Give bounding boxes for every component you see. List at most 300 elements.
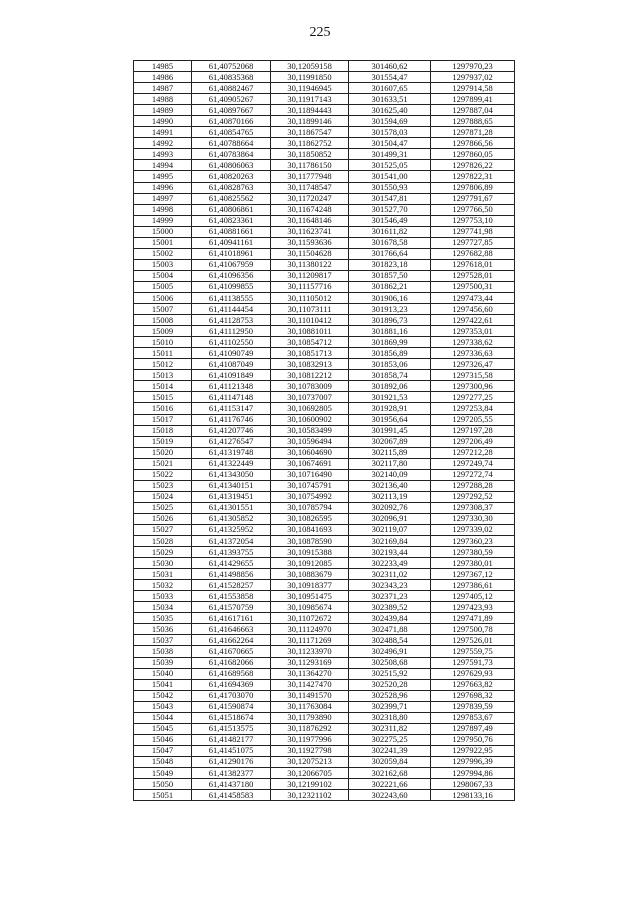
x-coordinate-cell: 301611,82 (349, 226, 431, 237)
latitude-cell: 61,41646663 (192, 624, 271, 635)
y-coordinate-cell: 1297277,25 (431, 392, 515, 403)
longitude-cell: 30,10716490 (271, 469, 349, 480)
point-number-cell: 15014 (134, 381, 192, 392)
point-number-cell: 14987 (134, 83, 192, 94)
latitude-cell: 61,40835368 (192, 72, 271, 83)
point-number-cell: 14994 (134, 160, 192, 171)
x-coordinate-cell: 301766,64 (349, 248, 431, 259)
x-coordinate-cell: 302059,84 (349, 756, 431, 767)
point-number-cell: 15024 (134, 491, 192, 502)
latitude-cell: 61,41570759 (192, 602, 271, 613)
y-coordinate-cell: 1297860,05 (431, 149, 515, 160)
longitude-cell: 30,11233970 (271, 646, 349, 657)
point-number-cell: 15050 (134, 779, 192, 790)
table-row (134, 160, 515, 171)
latitude-cell: 61,41682066 (192, 657, 271, 668)
y-coordinate-cell: 1297249,74 (431, 458, 515, 469)
y-coordinate-cell: 1297914,58 (431, 83, 515, 94)
latitude-cell: 61,41382377 (192, 768, 271, 779)
latitude-cell: 61,41207746 (192, 425, 271, 436)
y-coordinate-cell: 1297994,86 (431, 768, 515, 779)
table-row (134, 513, 515, 524)
longitude-cell: 30,11427470 (271, 679, 349, 690)
y-coordinate-cell: 1297663,82 (431, 679, 515, 690)
longitude-cell: 30,11293169 (271, 657, 349, 668)
point-number-cell: 14999 (134, 215, 192, 226)
table-row (134, 359, 515, 370)
longitude-cell: 30,10785794 (271, 502, 349, 513)
y-coordinate-cell: 1297456,60 (431, 304, 515, 315)
y-coordinate-cell: 1297300,96 (431, 381, 515, 392)
y-coordinate-cell: 1297996,39 (431, 756, 515, 767)
latitude-cell: 61,40828763 (192, 182, 271, 193)
longitude-cell: 30,11876292 (271, 723, 349, 734)
point-number-cell: 15011 (134, 348, 192, 359)
longitude-cell: 30,11777948 (271, 171, 349, 182)
longitude-cell: 30,11899146 (271, 116, 349, 127)
y-coordinate-cell: 1297212,28 (431, 447, 515, 458)
y-coordinate-cell: 1297205,55 (431, 414, 515, 425)
table-row (134, 370, 515, 381)
longitude-cell: 30,11748547 (271, 182, 349, 193)
latitude-cell: 61,41482177 (192, 734, 271, 745)
y-coordinate-cell: 1297367,12 (431, 569, 515, 580)
table-row (134, 193, 515, 204)
x-coordinate-cell: 302113,19 (349, 491, 431, 502)
table-row (134, 403, 515, 414)
table-row (134, 105, 515, 116)
latitude-cell: 61,41176746 (192, 414, 271, 425)
longitude-cell: 30,11862752 (271, 138, 349, 149)
point-number-cell: 15000 (134, 226, 192, 237)
point-number-cell: 15007 (134, 304, 192, 315)
latitude-cell: 61,41513575 (192, 723, 271, 734)
point-number-cell: 15039 (134, 657, 192, 668)
latitude-cell: 61,40788664 (192, 138, 271, 149)
latitude-cell: 61,41319451 (192, 491, 271, 502)
table-row (134, 790, 515, 801)
longitude-cell: 30,11209817 (271, 270, 349, 281)
table-row (134, 127, 515, 138)
longitude-cell: 30,10596494 (271, 436, 349, 447)
table-row (134, 182, 515, 193)
latitude-cell: 61,40854765 (192, 127, 271, 138)
y-coordinate-cell: 1297839,59 (431, 701, 515, 712)
x-coordinate-cell: 301550,93 (349, 182, 431, 193)
longitude-cell: 30,11946945 (271, 83, 349, 94)
table-row (134, 381, 515, 392)
x-coordinate-cell: 302119,07 (349, 524, 431, 535)
latitude-cell: 61,40806861 (192, 204, 271, 215)
x-coordinate-cell: 301594,69 (349, 116, 431, 127)
latitude-cell: 61,41393755 (192, 547, 271, 558)
table-row (134, 502, 515, 513)
point-number-cell: 15032 (134, 580, 192, 591)
longitude-cell: 30,11010412 (271, 315, 349, 326)
coordinates-table-body (134, 61, 515, 801)
table-row (134, 138, 515, 149)
table-row (134, 458, 515, 469)
table-row (134, 779, 515, 790)
table-row (134, 646, 515, 657)
longitude-cell: 30,11793890 (271, 712, 349, 723)
table-row (134, 94, 515, 105)
longitude-cell: 30,10783009 (271, 381, 349, 392)
longitude-cell: 30,10600902 (271, 414, 349, 425)
table-row (134, 580, 515, 591)
table-row (134, 613, 515, 624)
longitude-cell: 30,11648146 (271, 215, 349, 226)
x-coordinate-cell: 302233,49 (349, 558, 431, 569)
table-row (134, 414, 515, 425)
point-number-cell: 15035 (134, 613, 192, 624)
x-coordinate-cell: 301906,16 (349, 292, 431, 303)
latitude-cell: 61,40752068 (192, 61, 271, 72)
y-coordinate-cell: 1297826,22 (431, 160, 515, 171)
longitude-cell: 30,11593636 (271, 237, 349, 248)
y-coordinate-cell: 1297741,98 (431, 226, 515, 237)
point-number-cell: 15047 (134, 745, 192, 756)
point-number-cell: 15046 (134, 734, 192, 745)
longitude-cell: 30,10826595 (271, 513, 349, 524)
longitude-cell: 30,10883679 (271, 569, 349, 580)
x-coordinate-cell: 301554,47 (349, 72, 431, 83)
x-coordinate-cell: 302243,60 (349, 790, 431, 801)
longitude-cell: 30,10754992 (271, 491, 349, 502)
point-number-cell: 15013 (134, 370, 192, 381)
latitude-cell: 61,41096356 (192, 270, 271, 281)
longitude-cell: 30,10841693 (271, 524, 349, 535)
latitude-cell: 61,41112950 (192, 326, 271, 337)
table-row (134, 602, 515, 613)
point-number-cell: 15002 (134, 248, 192, 259)
x-coordinate-cell: 302117,80 (349, 458, 431, 469)
table-row (134, 204, 515, 215)
table-row (134, 768, 515, 779)
latitude-cell: 61,40820263 (192, 171, 271, 182)
longitude-cell: 30,10604690 (271, 447, 349, 458)
latitude-cell: 61,41091849 (192, 370, 271, 381)
y-coordinate-cell: 1297897,49 (431, 723, 515, 734)
x-coordinate-cell: 302520,28 (349, 679, 431, 690)
page-number: 225 (309, 25, 331, 40)
y-coordinate-cell: 1297618,01 (431, 259, 515, 270)
x-coordinate-cell: 302221,66 (349, 779, 431, 790)
table-row (134, 491, 515, 502)
latitude-cell: 61,40941161 (192, 237, 271, 248)
x-coordinate-cell: 301460,62 (349, 61, 431, 72)
table-row (134, 480, 515, 491)
latitude-cell: 61,41340151 (192, 480, 271, 491)
table-row (134, 149, 515, 160)
point-number-cell: 14989 (134, 105, 192, 116)
point-number-cell: 15051 (134, 790, 192, 801)
table-row (134, 690, 515, 701)
table-row (134, 281, 515, 292)
point-number-cell: 15029 (134, 547, 192, 558)
table-row (134, 116, 515, 127)
latitude-cell: 61,41319748 (192, 447, 271, 458)
point-number-cell: 15043 (134, 701, 192, 712)
latitude-cell: 61,40825562 (192, 193, 271, 204)
latitude-cell: 61,41322449 (192, 458, 271, 469)
latitude-cell: 61,41153147 (192, 403, 271, 414)
table-row (134, 259, 515, 270)
point-number-cell: 15008 (134, 315, 192, 326)
table-row (134, 237, 515, 248)
y-coordinate-cell: 1297853,67 (431, 712, 515, 723)
longitude-cell: 30,10918377 (271, 580, 349, 591)
latitude-cell: 61,40881661 (192, 226, 271, 237)
x-coordinate-cell: 302162,68 (349, 768, 431, 779)
latitude-cell: 61,41689568 (192, 668, 271, 679)
x-coordinate-cell: 301956,64 (349, 414, 431, 425)
x-coordinate-cell: 302389,52 (349, 602, 431, 613)
y-coordinate-cell: 1297698,32 (431, 690, 515, 701)
latitude-cell: 61,40870166 (192, 116, 271, 127)
y-coordinate-cell: 1297791,67 (431, 193, 515, 204)
longitude-cell: 30,10737007 (271, 392, 349, 403)
y-coordinate-cell: 1297471,89 (431, 613, 515, 624)
longitude-cell: 30,11072672 (271, 613, 349, 624)
table-row (134, 61, 515, 72)
latitude-cell: 61,41528257 (192, 580, 271, 591)
y-coordinate-cell: 1298067,33 (431, 779, 515, 790)
table-row (134, 171, 515, 182)
point-number-cell: 15028 (134, 536, 192, 547)
latitude-cell: 61,40897667 (192, 105, 271, 116)
longitude-cell: 30,11720247 (271, 193, 349, 204)
point-number-cell: 15005 (134, 281, 192, 292)
latitude-cell: 61,41325952 (192, 524, 271, 535)
longitude-cell: 30,12199102 (271, 779, 349, 790)
y-coordinate-cell: 1297871,28 (431, 127, 515, 138)
latitude-cell: 61,40882467 (192, 83, 271, 94)
table-row (134, 348, 515, 359)
y-coordinate-cell: 1297937,02 (431, 72, 515, 83)
y-coordinate-cell: 1297629,93 (431, 668, 515, 679)
latitude-cell: 61,41617161 (192, 613, 271, 624)
x-coordinate-cell: 302471,88 (349, 624, 431, 635)
latitude-cell: 61,41437180 (192, 779, 271, 790)
point-number-cell: 15044 (134, 712, 192, 723)
x-coordinate-cell: 301525,05 (349, 160, 431, 171)
y-coordinate-cell: 1297353,01 (431, 326, 515, 337)
x-coordinate-cell: 301892,06 (349, 381, 431, 392)
x-coordinate-cell: 302508,68 (349, 657, 431, 668)
x-coordinate-cell: 302371,23 (349, 591, 431, 602)
latitude-cell: 61,41121348 (192, 381, 271, 392)
longitude-cell: 30,10985674 (271, 602, 349, 613)
table-row (134, 591, 515, 602)
point-number-cell: 15017 (134, 414, 192, 425)
latitude-cell: 61,41662264 (192, 635, 271, 646)
y-coordinate-cell: 1297559,75 (431, 646, 515, 657)
y-coordinate-cell: 1297591,73 (431, 657, 515, 668)
latitude-cell: 61,41343050 (192, 469, 271, 480)
x-coordinate-cell: 301678,58 (349, 237, 431, 248)
x-coordinate-cell: 302318,80 (349, 712, 431, 723)
latitude-cell: 61,40783864 (192, 149, 271, 160)
y-coordinate-cell: 1297405,12 (431, 591, 515, 602)
latitude-cell: 61,41305852 (192, 513, 271, 524)
longitude-cell: 30,10881011 (271, 326, 349, 337)
x-coordinate-cell: 302399,71 (349, 701, 431, 712)
y-coordinate-cell: 1297922,95 (431, 745, 515, 756)
point-number-cell: 15023 (134, 480, 192, 491)
longitude-cell: 30,11991850 (271, 72, 349, 83)
y-coordinate-cell: 1297308,37 (431, 502, 515, 513)
longitude-cell: 30,11763084 (271, 701, 349, 712)
x-coordinate-cell: 302488,54 (349, 635, 431, 646)
longitude-cell: 30,11867547 (271, 127, 349, 138)
x-coordinate-cell: 301578,03 (349, 127, 431, 138)
point-number-cell: 15030 (134, 558, 192, 569)
point-number-cell: 15049 (134, 768, 192, 779)
y-coordinate-cell: 1297950,76 (431, 734, 515, 745)
point-number-cell: 14996 (134, 182, 192, 193)
y-coordinate-cell: 1297315,58 (431, 370, 515, 381)
longitude-cell: 30,11124970 (271, 624, 349, 635)
point-number-cell: 15019 (134, 436, 192, 447)
latitude-cell: 61,40823361 (192, 215, 271, 226)
x-coordinate-cell: 301504,47 (349, 138, 431, 149)
longitude-cell: 30,11504628 (271, 248, 349, 259)
y-coordinate-cell: 1297292,52 (431, 491, 515, 502)
point-number-cell: 15040 (134, 668, 192, 679)
table-row (134, 304, 515, 315)
y-coordinate-cell: 1297887,04 (431, 105, 515, 116)
latitude-cell: 61,40806063 (192, 160, 271, 171)
point-number-cell: 15006 (134, 292, 192, 303)
y-coordinate-cell: 1297272,74 (431, 469, 515, 480)
y-coordinate-cell: 1297288,28 (431, 480, 515, 491)
latitude-cell: 61,41138555 (192, 292, 271, 303)
longitude-cell: 30,10832913 (271, 359, 349, 370)
table-row (134, 679, 515, 690)
x-coordinate-cell: 301858,74 (349, 370, 431, 381)
table-row (134, 723, 515, 734)
table-row (134, 536, 515, 547)
point-number-cell: 15048 (134, 756, 192, 767)
y-coordinate-cell: 1297380,59 (431, 547, 515, 558)
x-coordinate-cell: 301896,73 (349, 315, 431, 326)
point-number-cell: 15012 (134, 359, 192, 370)
point-number-cell: 15045 (134, 723, 192, 734)
x-coordinate-cell: 302136,40 (349, 480, 431, 491)
point-number-cell: 15001 (134, 237, 192, 248)
longitude-cell: 30,11157716 (271, 281, 349, 292)
table-row (134, 657, 515, 668)
x-coordinate-cell: 301862,21 (349, 281, 431, 292)
longitude-cell: 30,12059158 (271, 61, 349, 72)
table-row (134, 624, 515, 635)
latitude-cell: 61,41067959 (192, 259, 271, 270)
x-coordinate-cell: 301547,81 (349, 193, 431, 204)
longitude-cell: 30,10912085 (271, 558, 349, 569)
table-row (134, 425, 515, 436)
y-coordinate-cell: 1297423,93 (431, 602, 515, 613)
table-row (134, 469, 515, 480)
table-row (134, 447, 515, 458)
latitude-cell: 61,41670665 (192, 646, 271, 657)
latitude-cell: 61,41703070 (192, 690, 271, 701)
longitude-cell: 30,12075213 (271, 756, 349, 767)
y-coordinate-cell: 1297822,31 (431, 171, 515, 182)
point-number-cell: 15042 (134, 690, 192, 701)
longitude-cell: 30,10583499 (271, 425, 349, 436)
x-coordinate-cell: 301527,70 (349, 204, 431, 215)
longitude-cell: 30,11623741 (271, 226, 349, 237)
longitude-cell: 30,10812212 (271, 370, 349, 381)
table-row (134, 701, 515, 712)
point-number-cell: 15026 (134, 513, 192, 524)
table-row (134, 315, 515, 326)
point-number-cell: 14986 (134, 72, 192, 83)
x-coordinate-cell: 302528,96 (349, 690, 431, 701)
table-row (134, 248, 515, 259)
x-coordinate-cell: 302067,89 (349, 436, 431, 447)
point-number-cell: 15021 (134, 458, 192, 469)
table-row (134, 436, 515, 447)
y-coordinate-cell: 1297339,02 (431, 524, 515, 535)
table-row (134, 326, 515, 337)
latitude-cell: 61,41128753 (192, 315, 271, 326)
y-coordinate-cell: 1297806,89 (431, 182, 515, 193)
latitude-cell: 61,41553858 (192, 591, 271, 602)
longitude-cell: 30,11491570 (271, 690, 349, 701)
latitude-cell: 61,41372054 (192, 536, 271, 547)
table-row (134, 712, 515, 723)
point-number-cell: 15004 (134, 270, 192, 281)
point-number-cell: 15025 (134, 502, 192, 513)
x-coordinate-cell: 301625,40 (349, 105, 431, 116)
y-coordinate-cell: 1297682,88 (431, 248, 515, 259)
y-coordinate-cell: 1297899,41 (431, 94, 515, 105)
y-coordinate-cell: 1297326,47 (431, 359, 515, 370)
x-coordinate-cell: 301546,49 (349, 215, 431, 226)
point-number-cell: 15015 (134, 392, 192, 403)
table-row (134, 524, 515, 535)
x-coordinate-cell: 302439,84 (349, 613, 431, 624)
longitude-cell: 30,11364270 (271, 668, 349, 679)
longitude-cell: 30,10951475 (271, 591, 349, 602)
point-number-cell: 15033 (134, 591, 192, 602)
table-row (134, 547, 515, 558)
longitude-cell: 30,11105012 (271, 292, 349, 303)
y-coordinate-cell: 1297473,44 (431, 292, 515, 303)
point-number-cell: 14991 (134, 127, 192, 138)
x-coordinate-cell: 301541,00 (349, 171, 431, 182)
longitude-cell: 30,10915388 (271, 547, 349, 558)
x-coordinate-cell: 302496,91 (349, 646, 431, 657)
y-coordinate-cell: 1297338,62 (431, 337, 515, 348)
point-number-cell: 14992 (134, 138, 192, 149)
y-coordinate-cell: 1297253,84 (431, 403, 515, 414)
x-coordinate-cell: 301928,91 (349, 403, 431, 414)
y-coordinate-cell: 1297206,49 (431, 436, 515, 447)
x-coordinate-cell: 301823,18 (349, 259, 431, 270)
longitude-cell: 30,11927798 (271, 745, 349, 756)
point-number-cell: 15038 (134, 646, 192, 657)
latitude-cell: 61,40905267 (192, 94, 271, 105)
point-number-cell: 14988 (134, 94, 192, 105)
point-number-cell: 14985 (134, 61, 192, 72)
longitude-cell: 30,11380122 (271, 259, 349, 270)
table-row (134, 745, 515, 756)
y-coordinate-cell: 1297727,85 (431, 237, 515, 248)
latitude-cell: 61,41301551 (192, 502, 271, 513)
